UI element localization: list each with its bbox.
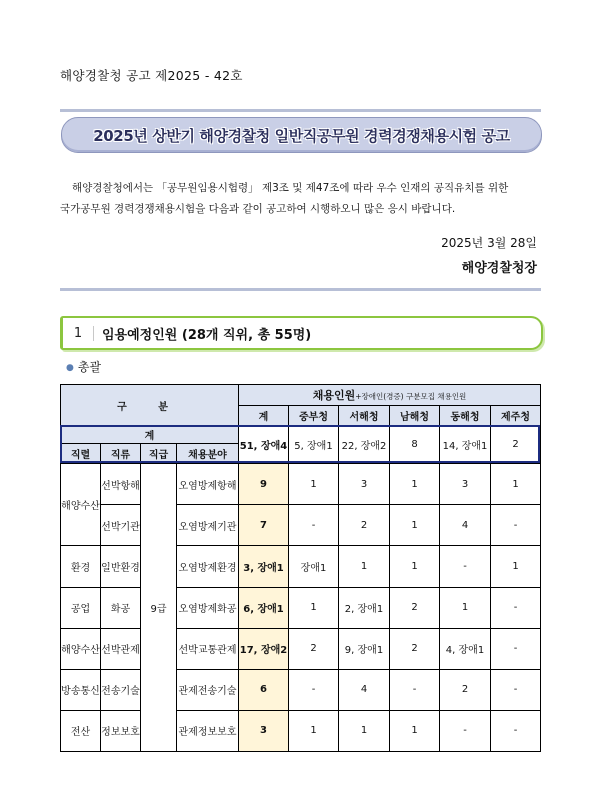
field-cell: 오염방제항해 bbox=[177, 464, 239, 505]
row-total: 3 bbox=[239, 710, 289, 751]
table-cell: 장애1 bbox=[289, 546, 339, 587]
table-cell: 4, 장애1 bbox=[440, 628, 491, 669]
intro-text bbox=[60, 178, 542, 220]
class-cell: 선박항해 bbox=[101, 464, 141, 505]
table-cell: 2 bbox=[339, 505, 390, 546]
total-jungbu: 5, 장애1 bbox=[289, 426, 339, 464]
bullet-dot-icon: ● bbox=[66, 363, 74, 373]
table-cell: - bbox=[289, 669, 339, 710]
header-gubun: 구 분 bbox=[61, 385, 239, 426]
table-cell: - bbox=[491, 628, 541, 669]
class-cell: 일반환경 bbox=[101, 546, 141, 587]
table-cell: - bbox=[491, 710, 541, 751]
series-cell: 방송통신 bbox=[61, 669, 101, 710]
table-cell: 1 bbox=[390, 710, 440, 751]
total-jeju: 2 bbox=[491, 426, 541, 464]
table-cell: 1 bbox=[390, 505, 440, 546]
total-donghae: 14, 장애1 bbox=[440, 426, 491, 464]
table-cell: - bbox=[491, 669, 541, 710]
table-cell: 1 bbox=[390, 546, 440, 587]
field-cell: 오염방제환경 bbox=[177, 546, 239, 587]
subheader-class: 직류 bbox=[101, 444, 141, 464]
intro-line-1: 해양경찰청에서는 「공무원임용시험령」 제3조 및 제47조에 따라 우수 인재의 공직유치를 위한 bbox=[72, 182, 509, 194]
header-recruit: 채용인원+장애인(경증) 구분모집 채용인원 bbox=[239, 385, 541, 406]
top-divider bbox=[60, 109, 541, 112]
bottom-divider bbox=[60, 288, 541, 291]
table-cell: 2 bbox=[289, 628, 339, 669]
field-cell: 관제정보보호 bbox=[177, 710, 239, 751]
field-cell: 선박교통관제 bbox=[177, 628, 239, 669]
page-title: 2025년 상반기 해양경찰청 일반직공무원 경력경쟁채용시험 공고 bbox=[93, 126, 510, 145]
table-cell: - bbox=[491, 587, 541, 628]
col-jeju: 제주청 bbox=[491, 406, 541, 426]
col-namhae: 남해청 bbox=[390, 406, 440, 426]
field-cell: 오염방제화공 bbox=[177, 587, 239, 628]
table-cell: 1 bbox=[440, 587, 491, 628]
table-cell: 1 bbox=[491, 546, 541, 587]
row-total: 3, 장애1 bbox=[239, 546, 289, 587]
table-cell: 3 bbox=[339, 464, 390, 505]
class-cell: 선박관제 bbox=[101, 628, 141, 669]
class-cell: 화공 bbox=[101, 587, 141, 628]
table-cell: 4 bbox=[440, 505, 491, 546]
table-cell: 9, 장애1 bbox=[339, 628, 390, 669]
table-cell: 1 bbox=[491, 464, 541, 505]
col-total: 계 bbox=[239, 406, 289, 426]
table-cell: 3 bbox=[440, 464, 491, 505]
section-title: 임용예정인원 (28개 직위, 총 55명) bbox=[102, 327, 312, 343]
field-cell: 오염방제기관 bbox=[177, 505, 239, 546]
class-cell: 선박기관 bbox=[101, 505, 141, 546]
series-cell: 해양수산 bbox=[61, 628, 101, 669]
table-cell: 1 bbox=[390, 464, 440, 505]
notice-number: 해양경찰청 공고 제2025 - 42호 bbox=[60, 68, 243, 83]
table-cell: - bbox=[491, 505, 541, 546]
grade-cell: 9급 bbox=[141, 464, 177, 752]
field-cell: 관제전송기술 bbox=[177, 669, 239, 710]
bullet-label: 총괄 bbox=[77, 360, 102, 374]
intro-line-2: 국가공무원 경력경쟁채용시험을 다음과 같이 공고하여 시행하오니 많은 응시 바랍니다. bbox=[60, 203, 456, 215]
row-total: 17, 장애2 bbox=[239, 628, 289, 669]
table-cell: 2, 장애1 bbox=[339, 587, 390, 628]
table-cell: 1 bbox=[289, 464, 339, 505]
table-cell: - bbox=[289, 505, 339, 546]
row-total: 6, 장애1 bbox=[239, 587, 289, 628]
bullet-summary bbox=[66, 358, 101, 375]
total-namhae: 8 bbox=[390, 426, 440, 464]
row-total: 9 bbox=[239, 464, 289, 505]
table-cell: - bbox=[440, 710, 491, 751]
total-seohae: 22, 장애2 bbox=[339, 426, 390, 464]
title-banner bbox=[61, 117, 542, 153]
col-seohae: 서해청 bbox=[339, 406, 390, 426]
total-all: 51, 장애4 bbox=[239, 426, 289, 464]
section-number: 1 bbox=[63, 326, 94, 341]
recruitment-table bbox=[60, 384, 541, 752]
table-cell: 2 bbox=[440, 669, 491, 710]
table-cell: 1 bbox=[339, 710, 390, 751]
total-label: 계 bbox=[61, 426, 239, 444]
row-total: 6 bbox=[239, 669, 289, 710]
table-cell: 1 bbox=[289, 710, 339, 751]
col-jungbu: 중부청 bbox=[289, 406, 339, 426]
col-donghae: 동해청 bbox=[440, 406, 491, 426]
series-cell: 환경 bbox=[61, 546, 101, 587]
class-cell: 전송기술 bbox=[101, 669, 141, 710]
table-cell: 1 bbox=[289, 587, 339, 628]
row-total: 7 bbox=[239, 505, 289, 546]
class-cell: 정보보호 bbox=[101, 710, 141, 751]
table-cell: 2 bbox=[390, 587, 440, 628]
table-cell: - bbox=[440, 546, 491, 587]
table-cell: 1 bbox=[339, 546, 390, 587]
section-header bbox=[60, 316, 543, 350]
series-cell: 공업 bbox=[61, 587, 101, 628]
issuer: 해양경찰청장 bbox=[461, 261, 537, 276]
subheader-series: 직렬 bbox=[61, 444, 101, 464]
table-cell: - bbox=[390, 669, 440, 710]
subheader-field: 채용분야 bbox=[177, 444, 239, 464]
subheader-grade: 직급 bbox=[141, 444, 177, 464]
table-cell: 2 bbox=[390, 628, 440, 669]
table-cell: 4 bbox=[339, 669, 390, 710]
notice-date: 2025년 3월 28일 bbox=[441, 236, 537, 250]
series-cell: 해양수산 bbox=[61, 464, 101, 546]
series-cell: 전산 bbox=[61, 710, 101, 751]
